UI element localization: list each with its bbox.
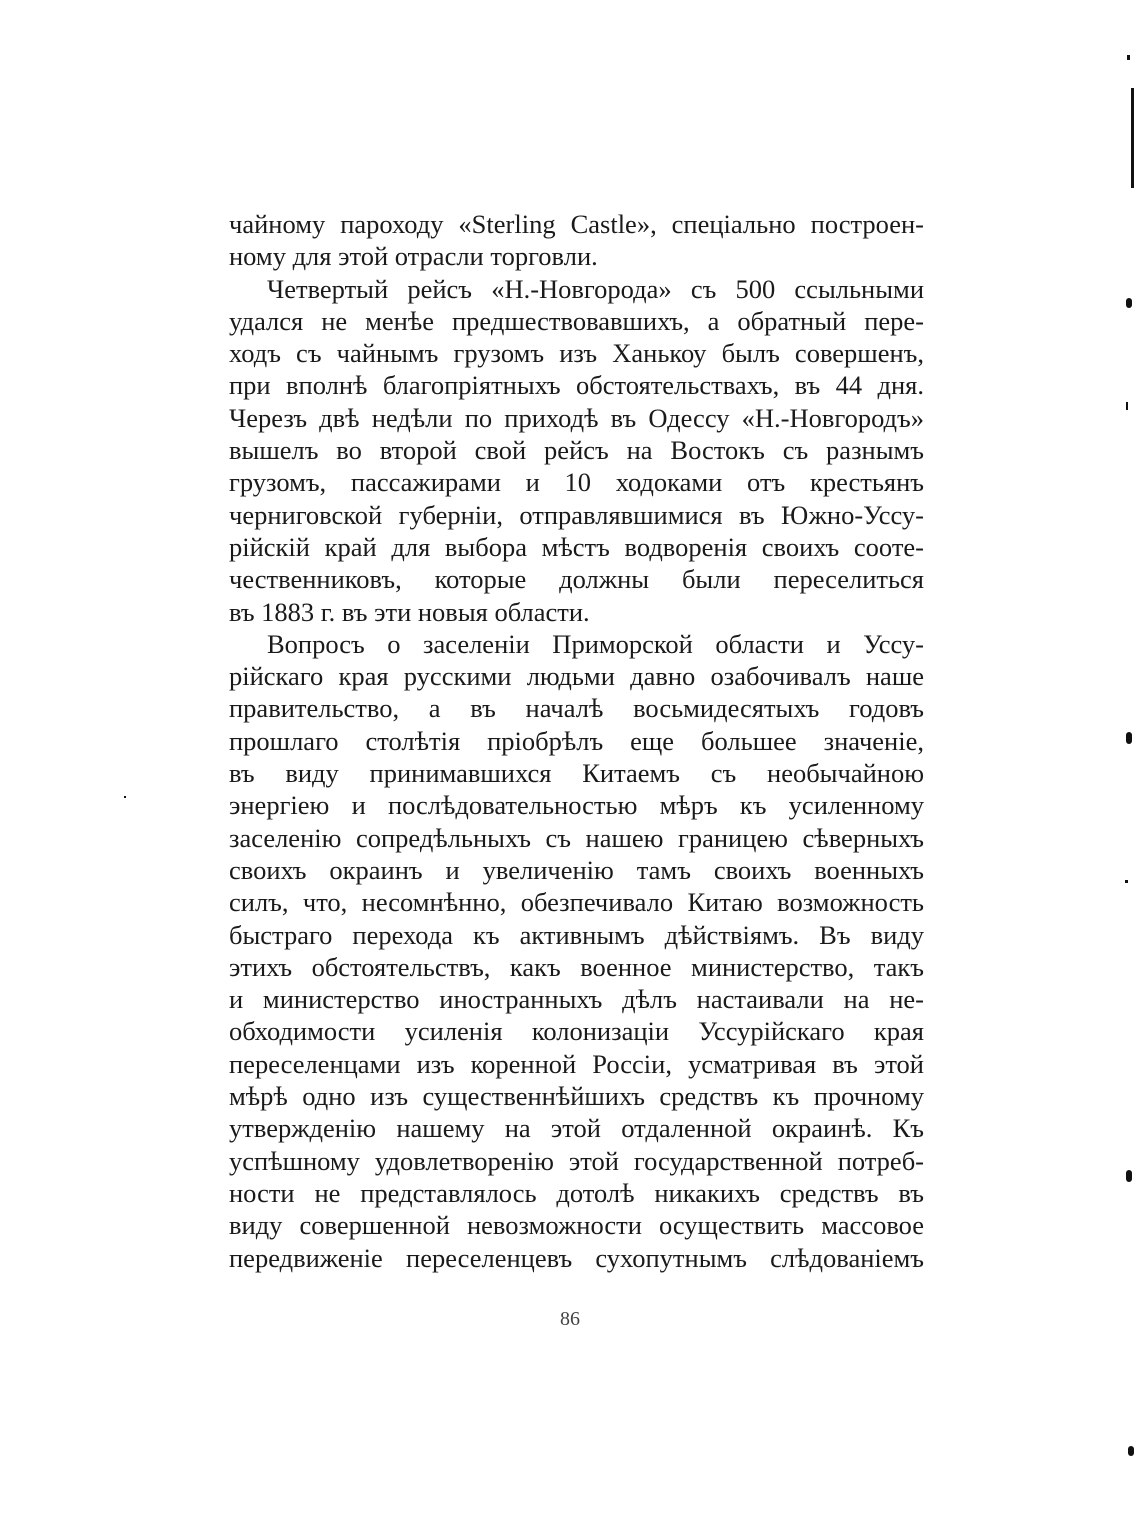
scan-speck	[1127, 55, 1130, 60]
text-line: рійскій край для выбора мѣстъ водворенія своихъ сооте-	[229, 531, 924, 562]
text-line: этихъ обстоятельствъ, какъ военное министерство, такъ	[229, 951, 924, 982]
scan-edge-mark	[1126, 298, 1132, 308]
text-line: передвиженіе переселенцевъ сухопутнымъ слѣдованіемъ	[229, 1242, 924, 1273]
text-line: въ виду принимавшихся Китаемъ съ необычайною	[229, 758, 924, 789]
text-line: виду совершенной невозможности осуществить массовое	[229, 1210, 924, 1241]
text-line: утвержденію нашему на этой отдаленной окраинѣ. Къ	[229, 1113, 924, 1144]
scan-edge-mark	[1126, 732, 1132, 744]
text-line: чайному пароходу «Sterling Castle», спеціально построен-	[229, 209, 924, 239]
scan-edge-mark	[1128, 1446, 1134, 1456]
body-text	[229, 208, 924, 1274]
scan-speck	[1126, 402, 1128, 410]
text-line: въ 1883 г. въ эти новыя области.	[229, 596, 590, 627]
page-number: 86	[560, 1308, 580, 1330]
text-line: переселенцами изъ коренной Россіи, усматривая въ этой	[229, 1048, 924, 1079]
text-line: удался не менѣе предшествовавшихъ, а обратный пере-	[229, 305, 924, 336]
text-line: успѣшному удовлетворенію этой государственной потреб-	[229, 1145, 924, 1176]
text-line: вышелъ во второй свой рейсъ на Востокъ съ разнымъ	[229, 435, 924, 466]
text-line: Черезъ двѣ недѣли по приходѣ въ Одессу «Н.-Новгородъ»	[229, 402, 924, 433]
text-line: энергіею и послѣдовательностью мѣръ къ усиленному	[229, 790, 924, 821]
text-line: и министерство иностранныхъ дѣлъ настаивали на не-	[229, 984, 924, 1015]
text-line: обходимости усиленія колонизаціи Уссурійскаго края	[229, 1016, 924, 1047]
text-line: ности не представлялось дотолѣ никакихъ средствъ въ	[229, 1177, 924, 1208]
text-line: рійскаго края русскими людьми давно озабочивалъ наше	[229, 661, 924, 692]
text-line: Четвертый рейсъ «Н.-Новгорода» съ 500 ссыльными	[267, 273, 924, 304]
text-line: правительство, а въ началѣ восьмидесятыхъ годовъ	[229, 693, 924, 724]
text-line: ному для этой отрасли торговли.	[229, 241, 598, 272]
scan-speck	[124, 796, 126, 798]
text-line: чественниковъ, которые должны были переселиться	[229, 564, 924, 595]
text-line: ходъ съ чайнымъ грузомъ изъ Ханькоу былъ совершенъ,	[229, 338, 924, 369]
text-line: Вопросъ о заселеніи Приморской области и Уссу-	[267, 628, 924, 659]
scan-edge-mark	[1126, 1170, 1132, 1182]
text-line: при вполнѣ благопріятныхъ обстоятельствахъ, въ 44 дня.	[229, 370, 924, 401]
text-line: быстраго перехода къ активнымъ дѣйствіямъ. Въ виду	[229, 919, 924, 950]
text-line: черниговской губерніи, отправлявшимися въ Южно-Уссу-	[229, 499, 924, 530]
text-line: своихъ окраинъ и увеличенію тамъ своихъ военныхъ	[229, 854, 924, 885]
text-line: прошлаго столѣтія пріобрѣлъ еще большее значеніе,	[229, 725, 924, 756]
text-line: грузомъ, пассажирами и 10 ходоками отъ крестьянъ	[229, 467, 924, 498]
text-line: мѣрѣ одно изъ существеннѣйшихъ средствъ къ прочному	[229, 1081, 924, 1112]
text-line: заселенію сопредѣльныхъ съ нашею границею сѣверныхъ	[229, 822, 924, 853]
scan-speck	[1125, 880, 1128, 883]
text-line: силъ, что, несомнѣнно, обезпечивало Китаю возможность	[229, 887, 924, 918]
scan-edge-mark	[1131, 88, 1134, 188]
